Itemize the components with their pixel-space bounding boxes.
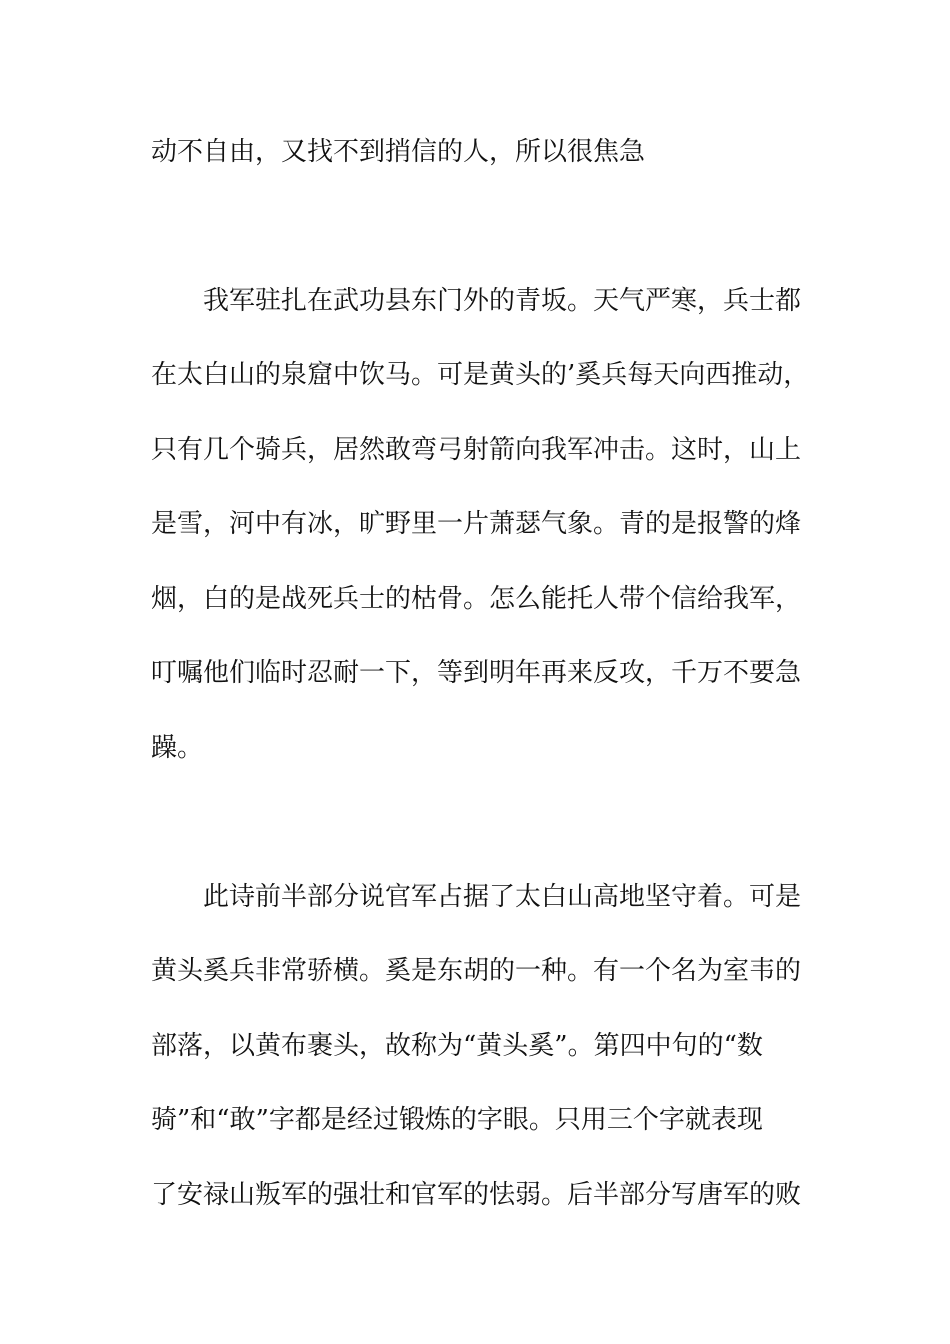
paragraph-2-line-5: 烟，白的是战死兵士的枯骨。怎么能托人带个信给我军， [151, 584, 802, 614]
paragraph-2-line-6: 叮嘱他们临时忍耐一下，等到明年再来反攻，千万不要急 [151, 658, 802, 688]
paragraph-3-line-3: 部落，以黄布裹头，故称为“黄头奚”。第四中句的“数 [151, 1031, 763, 1061]
paragraph-2-line-1: 我军驻扎在武功县东门外的青坂。天气严寒，兵士都 [203, 286, 802, 316]
paragraph-2-line-7: 躁。 [151, 733, 204, 763]
paragraph-3-line-5: 了安禄山叛军的强壮和官军的怯弱。后半部分写唐军的败 [151, 1180, 802, 1210]
paragraph-3-line-2: 黄头奚兵非常骄横。奚是东胡的一种。有一个名为室韦的 [151, 956, 802, 986]
paragraph-2-line-2: 在太白山的泉窟中饮马。可是黄头的’奚兵每天向西推动， [151, 360, 810, 390]
paragraph-3-line-1: 此诗前半部分说官军占据了太白山高地坚守着。可是 [203, 882, 802, 912]
paragraph-1-line-1: 动不自由，又找不到捎信的人，所以很焦急 [151, 137, 646, 167]
paragraph-2-line-4: 是雪，河中有冰，旷野里一片萧瑟气象。青的是报警的烽 [151, 509, 802, 539]
paragraph-2-line-3: 只有几个骑兵，居然敢弯弓射箭向我军冲击。这时，山上 [151, 435, 802, 465]
paragraph-3-line-4: 骑”和“敢”字都是经过锻炼的字眼。只用三个字就表现 [151, 1105, 763, 1135]
